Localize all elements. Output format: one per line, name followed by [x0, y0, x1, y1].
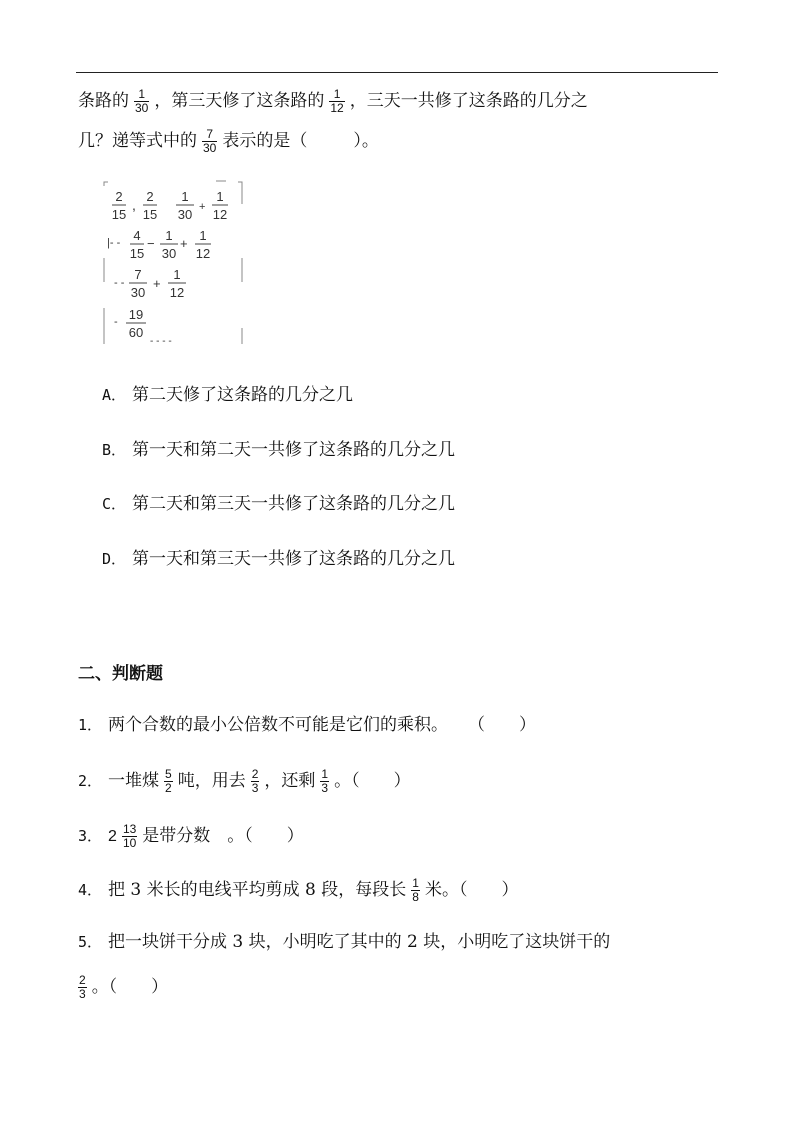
item-number: 5．	[78, 933, 103, 951]
item-text: 一堆煤	[108, 771, 160, 791]
fig-r3-b-num: 1	[173, 267, 181, 282]
fig-r1-b-den: 15	[142, 207, 158, 222]
option-c[interactable]	[102, 494, 455, 514]
option-text: 第一天和第三天一共修了这条路的几分之几	[132, 549, 456, 569]
fraction: $\frac{1}{30}$	[135, 87, 149, 115]
fraction: $\frac{1}{8}$	[412, 876, 419, 904]
header-rule	[76, 72, 718, 73]
question-line-1	[78, 88, 588, 115]
fraction: $\frac{7}{30}$	[203, 127, 217, 155]
option-letter: D．	[102, 550, 127, 568]
question-text: 条路的	[78, 91, 129, 111]
fraction: $\frac{13}{10}$	[122, 822, 137, 850]
svg-text:- -: - -	[114, 277, 125, 289]
judgement-3	[78, 823, 304, 850]
question-line-2	[78, 128, 379, 155]
svg-text:|- -: |- -	[107, 237, 121, 249]
fig-r2-c-den: 12	[195, 246, 211, 261]
fig-r2-a-num: 4	[133, 228, 141, 243]
fig-r3-a-den: 30	[130, 285, 146, 300]
fig-r2-b-den: 30	[161, 246, 177, 261]
question-text: ，三天一共修了这条路的几分之	[349, 91, 588, 111]
judgement-5	[78, 932, 610, 952]
answer-paren[interactable]: 。（ ）	[91, 977, 169, 997]
fig-r1-e-den: 12	[212, 207, 228, 222]
judgement-5-continued	[78, 974, 168, 1001]
fraction: $\frac{2}{3}$	[79, 973, 86, 1001]
fraction: $\frac{5}{2}$	[165, 767, 172, 795]
fig-r1-c-den: 30	[177, 207, 193, 222]
fig-r1-c-num: 1	[181, 189, 189, 204]
option-letter: C．	[102, 495, 127, 513]
fraction: $\frac{1}{12}$	[330, 87, 344, 115]
option-text: 第一天和第二天一共修了这条路的几分之几	[132, 440, 456, 460]
fig-r1-sep: ,	[132, 197, 136, 213]
fig-r1-b-num: 2	[146, 189, 154, 204]
fraction: $\frac{1}{3}$	[321, 767, 329, 795]
svg-text:-: -	[114, 316, 118, 328]
item-number: 3．	[78, 827, 103, 845]
fig-r2-op2: +	[180, 236, 188, 251]
section-title: 二、判断题	[78, 664, 163, 684]
item-text: 是带分数 。（ ）	[142, 826, 304, 846]
option-letter: B．	[102, 441, 127, 459]
question-text: ）。	[353, 131, 379, 151]
question-text: 表示的是（	[222, 131, 308, 151]
fig-r1-a-den: 15	[111, 207, 127, 222]
option-text: 第二天和第三天一共修了这条路的几分之几	[132, 494, 456, 514]
fig-r3-b-den: 12	[169, 285, 185, 300]
fig-r1-a-num: 2	[115, 189, 123, 204]
fig-r4-a-den: 60	[128, 325, 144, 340]
mixed-number-whole: 2	[108, 828, 117, 845]
item-text: ，还剩	[264, 771, 316, 791]
fig-r2-b-num: 1	[165, 228, 173, 243]
item-number: 4．	[78, 881, 103, 899]
judgement-1	[78, 715, 536, 735]
item-number: 2．	[78, 772, 103, 790]
calculation-figure	[98, 178, 253, 348]
svg-text:- - - -: - - - -	[150, 336, 172, 347]
fig-r4-a-num: 19	[128, 307, 144, 322]
fraction: $\frac{2}{3}$	[251, 767, 259, 795]
fig-r1-op: +	[199, 201, 206, 213]
item-number: 1．	[78, 716, 103, 734]
fig-r2-op1: −	[147, 236, 155, 251]
fig-r1-e-num: 1	[216, 189, 224, 204]
item-text: 把一块饼干分成 3 块，小明吃了其中的 2 块，小明吃了这块饼干的	[108, 932, 611, 952]
answer-paren[interactable]: 。（ ）	[334, 771, 411, 791]
option-a[interactable]	[102, 385, 353, 405]
fig-r2-a-den: 15	[129, 246, 145, 261]
item-text: 两个合数的最小公倍数不可能是它们的乘积。	[108, 715, 449, 735]
item-text: 把 3 米长的电线平均剪成 8 段，每段长	[108, 880, 407, 900]
answer-paren[interactable]: （ ）	[468, 715, 537, 735]
judgement-4	[78, 877, 518, 904]
option-d[interactable]	[102, 549, 455, 569]
option-b[interactable]	[102, 440, 455, 460]
item-text: 吨，用去	[177, 771, 246, 791]
option-letter: A．	[102, 386, 127, 404]
fig-r3-a-num: 7	[134, 267, 142, 282]
option-text: 第二天修了这条路的几分之几	[132, 385, 354, 405]
fig-r2-c-num: 1	[199, 228, 207, 243]
question-text: 几？递等式中的	[78, 131, 197, 151]
fig-r3-op: +	[153, 276, 161, 291]
answer-paren[interactable]: 米。（ ）	[424, 880, 519, 900]
judgement-2	[78, 768, 411, 795]
question-text: ，第三天修了这条路的	[154, 91, 325, 111]
